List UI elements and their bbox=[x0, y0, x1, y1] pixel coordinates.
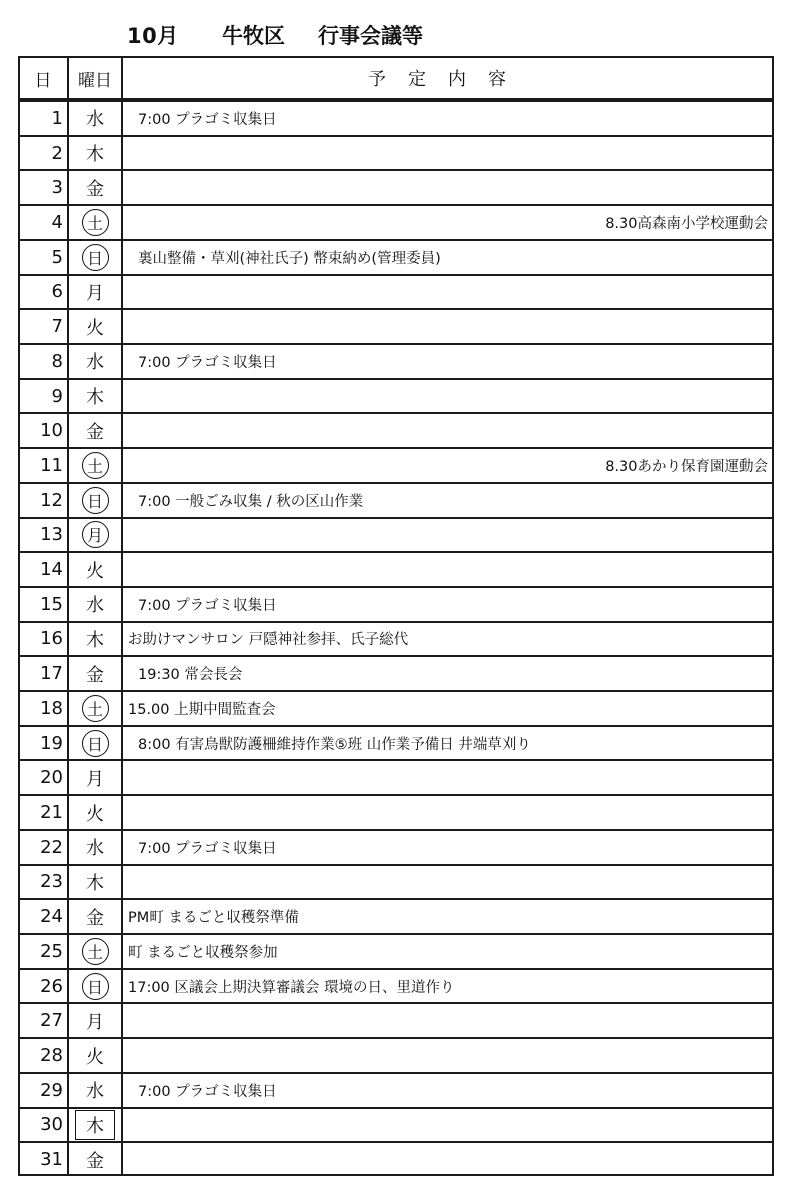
weekday-label: 月 bbox=[86, 1011, 104, 1033]
table-header bbox=[18, 56, 774, 100]
table-row bbox=[18, 1037, 774, 1072]
event-text: PM町 まるごと収穫祭準備 bbox=[128, 910, 299, 927]
table-row bbox=[18, 378, 774, 413]
weekday-label: 水 bbox=[86, 109, 104, 131]
weekday-cell bbox=[68, 970, 122, 1003]
event-text bbox=[122, 171, 774, 204]
weekday-label: 水 bbox=[86, 838, 104, 860]
table-row bbox=[18, 586, 774, 621]
weekday-cell bbox=[68, 310, 122, 343]
weekday-label: 火 bbox=[86, 560, 104, 582]
weekday-cell bbox=[68, 935, 122, 968]
event-text: 裏山整備・草刈(神社氏子) 幣束納め(管理委員) bbox=[138, 250, 441, 267]
weekday-cell bbox=[68, 1109, 122, 1142]
title-name: 行事会議等 bbox=[318, 24, 423, 48]
weekday-label: 木 bbox=[86, 872, 104, 894]
day-cell: 30 bbox=[40, 1114, 63, 1136]
day-cell: 5 bbox=[51, 246, 63, 268]
table-row bbox=[18, 933, 774, 968]
day-cell: 28 bbox=[40, 1045, 63, 1066]
event-text: 7:00 プラゴミ収集日 bbox=[138, 1083, 277, 1100]
circled-weekday: 土 bbox=[82, 695, 109, 722]
weekday-cell bbox=[68, 1143, 122, 1176]
day-cell: 31 bbox=[40, 1149, 63, 1171]
weekday-label: 金 bbox=[86, 907, 104, 929]
weekday-label: 月 bbox=[86, 768, 104, 790]
event-text: 町 まるごと収穫祭参加 bbox=[128, 944, 278, 961]
event-text bbox=[122, 1109, 774, 1142]
table-row bbox=[18, 829, 774, 864]
weekday-cell bbox=[68, 900, 122, 933]
table-row bbox=[18, 517, 774, 552]
circled-weekday: 日 bbox=[82, 730, 109, 757]
weekday-label: 火 bbox=[86, 1046, 104, 1068]
weekday-cell bbox=[68, 727, 122, 760]
table-row bbox=[18, 239, 774, 274]
day-cell: 15 bbox=[40, 593, 63, 615]
weekday-cell bbox=[68, 866, 122, 899]
weekday-cell bbox=[68, 831, 122, 864]
day-cell: 24 bbox=[40, 906, 63, 928]
weekday-cell bbox=[68, 380, 122, 413]
event-text: 7:00 プラゴミ収集日 bbox=[138, 840, 277, 857]
day-cell: 11 bbox=[40, 454, 63, 476]
event-text bbox=[122, 1143, 774, 1176]
weekday-cell bbox=[68, 206, 122, 239]
event-text bbox=[122, 761, 774, 794]
title-area: 牛牧区 bbox=[222, 24, 285, 48]
event-text bbox=[122, 137, 774, 170]
weekday-label: 金 bbox=[86, 421, 104, 443]
day-cell: 9 bbox=[51, 385, 63, 407]
day-cell: 7 bbox=[51, 316, 63, 338]
weekday-label: 木 bbox=[75, 1110, 115, 1140]
event-text bbox=[122, 1004, 774, 1037]
table-row bbox=[18, 482, 774, 517]
event-text bbox=[122, 380, 774, 413]
circled-weekday: 月 bbox=[82, 521, 109, 548]
day-cell: 6 bbox=[51, 281, 63, 303]
table-row bbox=[18, 794, 774, 829]
weekday-cell bbox=[68, 1004, 122, 1037]
weekday-label: 木 bbox=[86, 144, 104, 166]
day-cell: 12 bbox=[40, 489, 63, 511]
circled-weekday: 日 bbox=[82, 244, 109, 271]
event-text: 7:00 プラゴミ収集日 bbox=[138, 354, 277, 371]
event-text: 8:00 有害鳥獣防護柵維持作業⑤班 山作業予備日 井端草刈り bbox=[138, 736, 531, 753]
table-row bbox=[18, 621, 774, 656]
weekday-label: 月 bbox=[86, 282, 104, 304]
day-cell: 13 bbox=[40, 524, 63, 546]
weekday-label: 火 bbox=[86, 803, 104, 825]
page-title bbox=[0, 18, 800, 52]
event-text bbox=[122, 310, 774, 343]
table-row bbox=[18, 412, 774, 447]
event-text bbox=[122, 553, 774, 586]
schedule-grid bbox=[18, 56, 774, 1176]
header-day: 日 bbox=[34, 70, 52, 91]
day-cell: 16 bbox=[40, 628, 63, 650]
day-cell: 14 bbox=[40, 559, 63, 581]
header-weekday: 曜日 bbox=[78, 70, 112, 91]
day-cell: 20 bbox=[40, 767, 63, 789]
day-cell: 2 bbox=[51, 142, 63, 164]
day-cell: 10 bbox=[40, 420, 63, 442]
weekday-cell bbox=[68, 414, 122, 447]
weekday-cell bbox=[68, 137, 122, 170]
weekday-label: 木 bbox=[86, 387, 104, 409]
event-text: 7:00 一般ごみ収集 / 秋の区山作業 bbox=[138, 493, 364, 510]
title-month: 10月 bbox=[127, 24, 179, 48]
table-row bbox=[18, 1002, 774, 1037]
day-cell: 1 bbox=[51, 107, 63, 129]
weekday-cell bbox=[68, 761, 122, 794]
table-row bbox=[18, 968, 774, 1003]
table-row bbox=[18, 864, 774, 899]
table-row bbox=[18, 308, 774, 343]
weekday-cell bbox=[68, 796, 122, 829]
day-cell: 26 bbox=[40, 975, 63, 997]
weekday-cell bbox=[68, 623, 122, 656]
event-text: 17:00 区議会上期決算審議会 環境の日、里道作り bbox=[128, 979, 455, 996]
column-divider-weekday bbox=[121, 56, 123, 1176]
weekday-cell bbox=[68, 171, 122, 204]
weekday-cell bbox=[68, 692, 122, 725]
event-text bbox=[122, 796, 774, 829]
day-cell: 3 bbox=[51, 177, 63, 199]
column-divider-day bbox=[67, 56, 69, 1176]
weekday-label: 金 bbox=[86, 664, 104, 686]
table-row bbox=[18, 1141, 774, 1176]
weekday-cell bbox=[68, 449, 122, 482]
table-row bbox=[18, 898, 774, 933]
weekday-cell bbox=[68, 241, 122, 274]
day-cell: 21 bbox=[40, 802, 63, 824]
event-text bbox=[122, 414, 774, 447]
weekday-cell bbox=[68, 519, 122, 552]
circled-weekday: 日 bbox=[82, 487, 109, 514]
weekday-label: 金 bbox=[86, 178, 104, 200]
table-row bbox=[18, 725, 774, 760]
weekday-label: 金 bbox=[86, 1150, 104, 1172]
day-cell: 18 bbox=[40, 697, 63, 719]
weekday-label: 火 bbox=[86, 317, 104, 339]
circled-weekday: 土 bbox=[82, 938, 109, 965]
day-cell: 27 bbox=[40, 1010, 63, 1032]
event-text: お助けマンサロン 戸隠神社参拝、氏子総代 bbox=[128, 632, 409, 649]
event-text: 15.00 上期中間監査会 bbox=[128, 701, 276, 718]
weekday-cell bbox=[68, 102, 122, 135]
event-text: 7:00 プラゴミ収集日 bbox=[138, 111, 277, 128]
day-cell: 25 bbox=[40, 940, 63, 962]
event-text bbox=[122, 276, 774, 309]
table-row bbox=[18, 135, 774, 170]
table-row bbox=[18, 169, 774, 204]
table-row bbox=[18, 204, 774, 239]
weekday-cell bbox=[68, 657, 122, 690]
day-cell: 29 bbox=[40, 1079, 63, 1101]
table-row bbox=[18, 551, 774, 586]
day-cell: 19 bbox=[40, 732, 63, 754]
event-text: 8.30あかり保育園運動会 bbox=[605, 458, 768, 475]
weekday-cell bbox=[68, 588, 122, 621]
table-row bbox=[18, 274, 774, 309]
schedule-table bbox=[18, 56, 774, 1176]
table-row bbox=[18, 690, 774, 725]
day-cell: 17 bbox=[40, 663, 63, 685]
weekday-cell bbox=[68, 345, 122, 378]
circled-weekday: 土 bbox=[82, 452, 109, 479]
table-row bbox=[18, 1072, 774, 1107]
circled-weekday: 日 bbox=[82, 973, 109, 1000]
weekday-cell bbox=[68, 553, 122, 586]
event-text: 8.30高森南小学校運動会 bbox=[605, 215, 768, 232]
weekday-label: 木 bbox=[86, 629, 104, 651]
weekday-cell bbox=[68, 1074, 122, 1107]
event-text bbox=[122, 1039, 774, 1072]
weekday-label: 水 bbox=[86, 595, 104, 617]
day-cell: 8 bbox=[51, 350, 63, 372]
day-cell: 4 bbox=[51, 211, 63, 233]
event-text: 19:30 常会長会 bbox=[138, 667, 243, 684]
event-text: 7:00 プラゴミ収集日 bbox=[138, 597, 277, 614]
event-text bbox=[122, 519, 774, 552]
weekday-cell bbox=[68, 484, 122, 517]
table-row bbox=[18, 100, 774, 135]
table-row bbox=[18, 655, 774, 690]
day-cell: 23 bbox=[40, 871, 63, 893]
table-row bbox=[18, 447, 774, 482]
table-row bbox=[18, 343, 774, 378]
circled-weekday: 土 bbox=[82, 209, 109, 236]
event-text bbox=[122, 866, 774, 899]
header-content: 予定内容 bbox=[368, 69, 528, 90]
weekday-cell bbox=[68, 276, 122, 309]
table-row bbox=[18, 759, 774, 794]
table-row bbox=[18, 1107, 774, 1142]
day-cell: 22 bbox=[40, 836, 63, 858]
weekday-label: 水 bbox=[86, 1081, 104, 1103]
weekday-label: 水 bbox=[86, 352, 104, 374]
weekday-cell bbox=[68, 1039, 122, 1072]
